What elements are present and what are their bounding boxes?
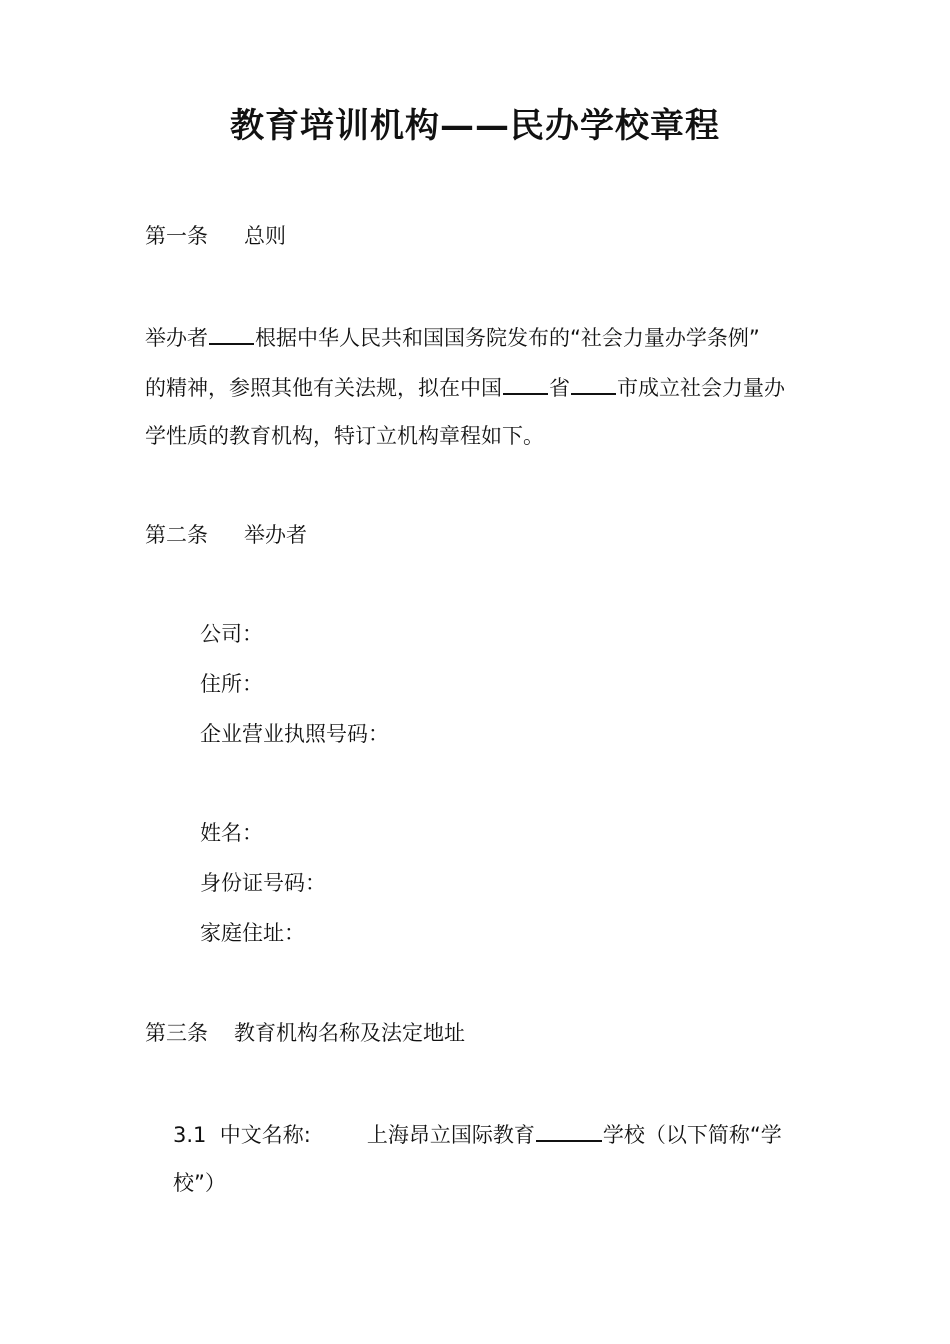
article-1-paragraph-line-2 xyxy=(145,371,785,403)
fill-in-blank xyxy=(503,371,548,395)
id-number-label: 身份证号码： xyxy=(200,871,326,895)
article-number: 第一条 xyxy=(145,224,208,248)
article-title: 总则 xyxy=(244,224,286,248)
paragraph-text: 的精神，参照其他有关法规，拟在中国 xyxy=(145,376,502,400)
article-1-paragraph-line-1 xyxy=(145,321,760,353)
fill-in-blank xyxy=(536,1118,602,1142)
name-label: 姓名： xyxy=(200,821,263,845)
article-title: 举办者 xyxy=(244,523,307,547)
paragraph-text: 举办者 xyxy=(145,326,208,350)
home-address-label: 家庭住址： xyxy=(200,921,305,945)
chinese-name-line-1 xyxy=(173,1118,782,1150)
fill-in-blank xyxy=(571,371,616,395)
paragraph-text: 省 xyxy=(549,376,570,400)
item-label: 中文名称: xyxy=(219,1123,311,1147)
article-2-heading xyxy=(145,520,307,550)
chinese-name-line-2 xyxy=(173,1168,226,1198)
document-title: 教育培训机构——民办学校章程 xyxy=(230,106,720,146)
company-label: 公司： xyxy=(200,622,263,646)
article-1-heading xyxy=(145,221,286,251)
paragraph-text: 学性质的教育机构，特订立机构章程如下。 xyxy=(145,424,544,448)
article-number: 第三条 xyxy=(145,1021,208,1045)
item-number: 3.1 xyxy=(173,1123,207,1147)
article-number: 第二条 xyxy=(145,523,208,547)
school-name-text: 上海昂立国际教育 xyxy=(366,1123,535,1147)
article-1-paragraph-line-3 xyxy=(145,421,544,451)
fill-in-blank xyxy=(209,321,254,345)
paragraph-text: 根据中华人民共和国国务院发布的“社会力量办学条例” xyxy=(255,326,760,350)
address-label: 住所： xyxy=(200,672,263,696)
school-name-text: 学校（以下简称“学 xyxy=(602,1123,782,1147)
article-3-heading xyxy=(145,1018,465,1048)
paragraph-text: 市成立社会力量办 xyxy=(617,376,785,400)
article-title: 教育机构名称及法定地址 xyxy=(234,1021,465,1045)
school-name-text: 校”） xyxy=(173,1171,226,1195)
license-number-label: 企业营业执照号码： xyxy=(200,722,389,746)
